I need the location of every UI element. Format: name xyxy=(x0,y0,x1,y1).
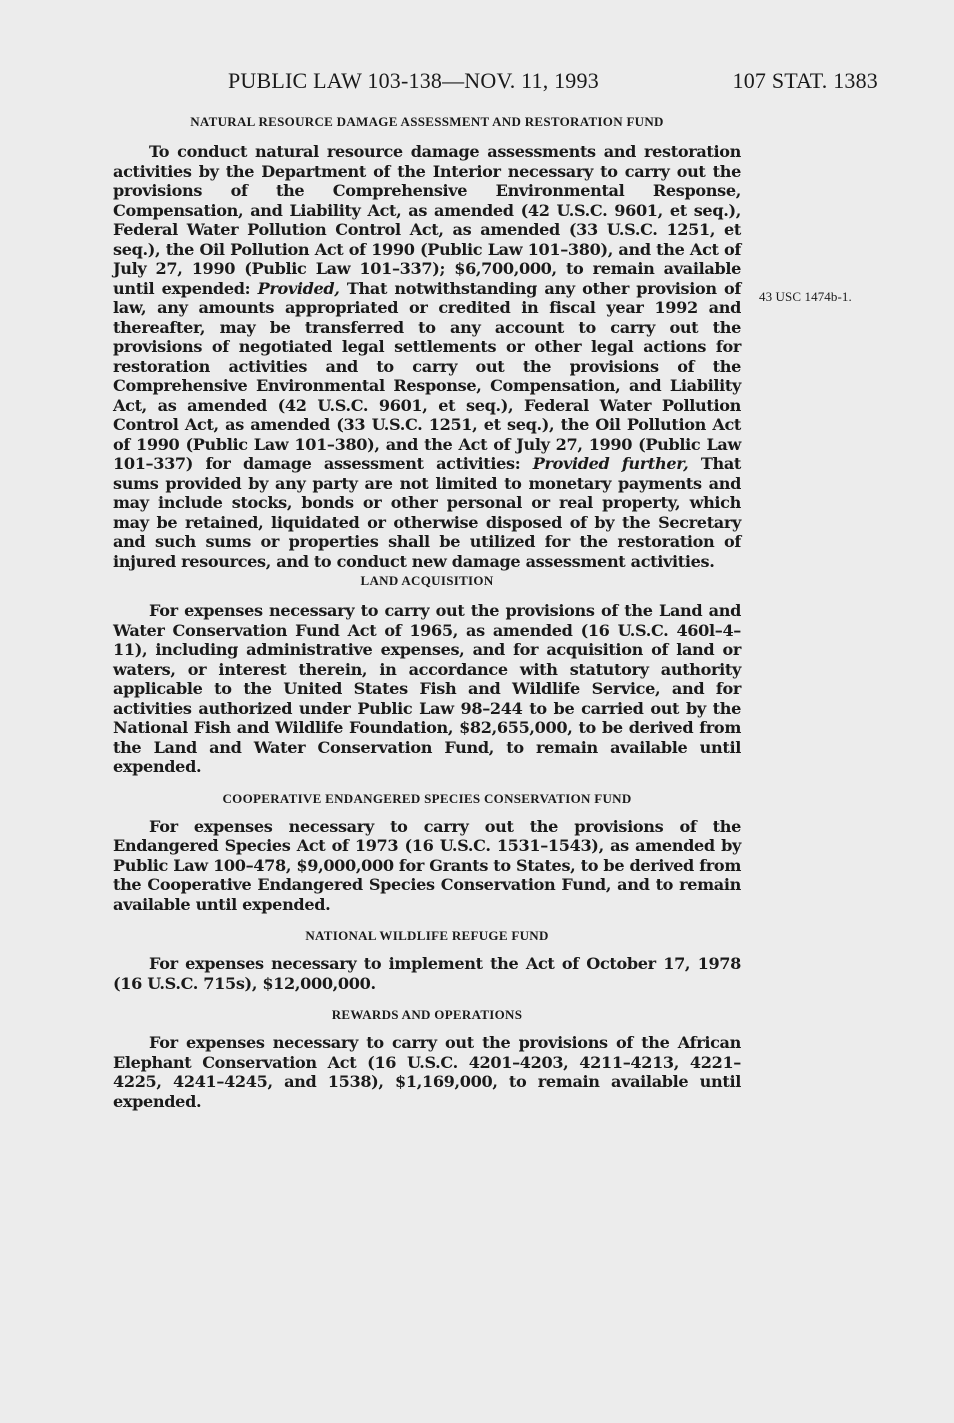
public-law-citation: PUBLIC LAW 103-138—NOV. 11, 1993 xyxy=(228,68,599,93)
section-heading: COOPERATIVE ENDANGERED SPECIES CONSERVATION FUND xyxy=(222,790,632,806)
statute-page-number: 107 STAT. 1383 xyxy=(732,68,878,93)
section-paragraph: For expenses necessary to implement the Act of October 17, 1978 (16 U.S.C. 715s), $12,000,000. xyxy=(113,954,741,993)
section-heading: NATURAL RESOURCE DAMAGE ASSESSMENT AND RESTORATION FUND xyxy=(190,114,664,129)
page-header xyxy=(228,68,878,98)
section-paragraph: For expenses necessary to carry out the provisions of the Land and Water Conservation Fund Act of 1965, as amended (16 U.S.C. 460l–4–11), including administrative expenses, and for acquisition of land or waters, or interest therein, in accordance with statutory authority applicable to the United States Fish and Wildlife Service, and for activities authorized under Public Law 98–244 to be carried out by the National Fish and Wildlife Foundation, $82,655,000, to be derived from the Land and Water Conservation Fund, to remain available until expended. xyxy=(113,601,741,776)
section-paragraph: For expenses necessary to carry out the provisions of the Endangered Species Act of 1973 (16 U.S.C. 1531–1543), as amended by Public Law 100–478, $9,000,000 for Grants to States, to be derived from the Cooperative Endangered Species Conservation Fund, and to remain available until expended. xyxy=(113,816,741,914)
section-heading: REWARDS AND OPERATIONS xyxy=(331,1007,523,1022)
section-heading: LAND ACQUISITION xyxy=(360,573,494,588)
section-heading: NATIONAL WILDLIFE REFUGE FUND xyxy=(305,928,549,943)
paragraph-text: That sums provided by any party are not limited to monetary payments and may include stocks, bonds or other personal or real property, which may be retained, liquidated or otherwise disposed of by the Secretary and such sums or properties shall be utilized for the restoration of injured resources, and to conduct new damage assessment activities. xyxy=(113,454,741,571)
document-body xyxy=(113,114,741,1111)
section-paragraph xyxy=(113,142,741,571)
paragraph-text: To conduct natural resource damage assessments and restoration activities by the Department of the Interior necessary to carry out the provisions of the Comprehensive Environmental Response, Compensation, and Liability Act, as amended (42 U.S.C. 9601, et seq.), Federal Water Pollution Control Act, as amended (33 U.S.C. 1251, et seq.), the Oil Pollution Act of 1990 (Public Law 101–380), and the Act of July 27, 1990 (Public Law 101–337); $6,700,000, to remain available until expended: xyxy=(113,142,741,298)
paragraph-text: That notwithstanding any other provision of law, any amounts appropriated or credited in fiscal year 1992 and thereafter, may be transferred to any account to carry out the provisions of negotiated legal settlements or other legal actions for restoration activities and to carry out the provisions of the Comprehensive Environmental Response, Compensation, and Liability Act, as amended (42 U.S.C. 9601, et seq.), Federal Water Pollution Control Act, as amended (33 U.S.C. 1251, et seq.), the Oil Pollution Act of 1990 (Public Law 101–380), and the Act of July 27, 1990 (Public Law 101–337) for damage assessment activities: xyxy=(113,278,741,473)
margin-note: 43 USC 1474b-1. xyxy=(759,289,852,304)
section-paragraph: For expenses necessary to carry out the provisions of the African Elephant Conservation Act (16 U.S.C. 4201–4203, 4211–4213, 4221–4225, 4241–4245, and 1538), $1,169,000, to remain available until expended. xyxy=(113,1033,741,1111)
italic-proviso: Provided further, xyxy=(532,454,689,473)
italic-proviso: Provided, xyxy=(257,278,340,298)
